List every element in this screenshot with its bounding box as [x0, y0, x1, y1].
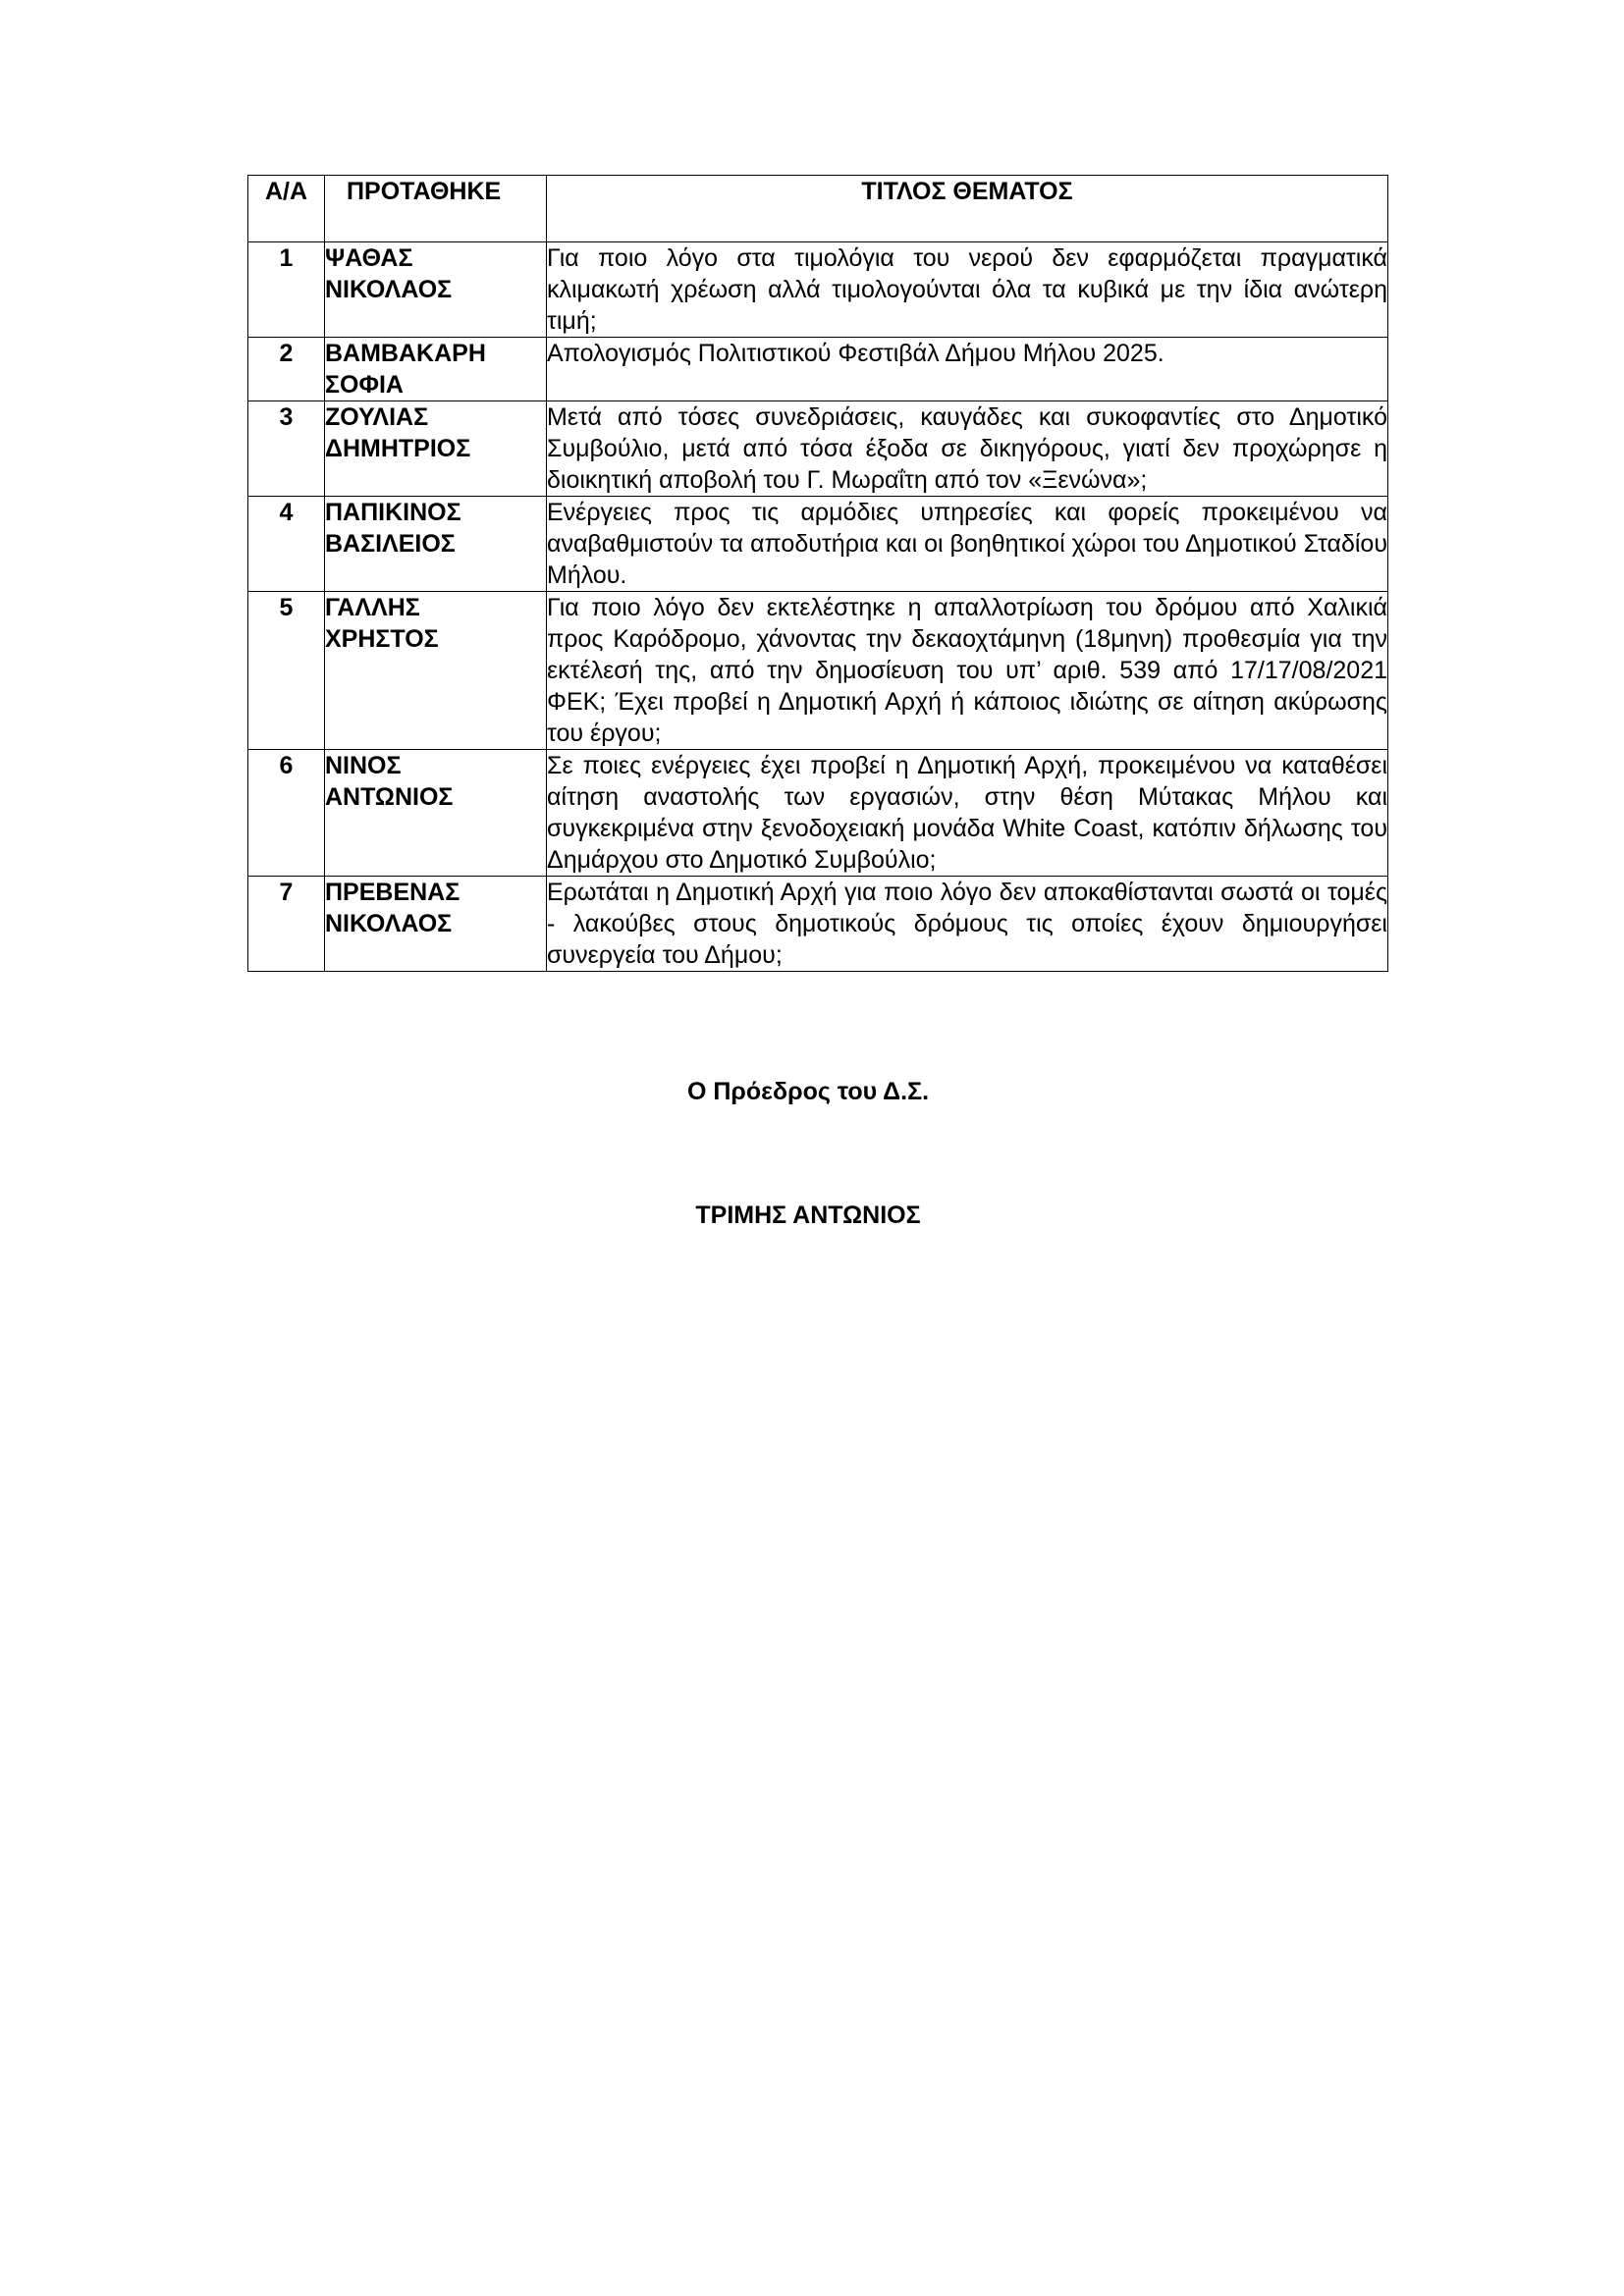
- row-proposer: [325, 338, 547, 401]
- proposer-surname: ΨΑΘΑΣ: [325, 244, 413, 272]
- row-title: Απολογισμός Πολιτιστικού Φεστιβάλ Δήμου Μήλου 2025.: [547, 338, 1388, 401]
- row-number: 2: [248, 338, 325, 401]
- table-row: [248, 338, 1388, 401]
- row-proposer: [325, 592, 547, 750]
- proposer-surname: ΠΑΠΙΚΙΝΟΣ: [325, 499, 461, 526]
- table-row: [248, 497, 1388, 592]
- topics-table: [247, 175, 1388, 972]
- header-aa: Α/Α: [248, 176, 325, 242]
- row-title: Μετά από τόσες συνεδριάσεις, καυγάδες και συκοφαντίες στο Δημοτικό Συμβούλιο, μετά από τόσα έξοδα σε δικηγόρους, γιατί δεν προχώρησε η διοικητική αποβολή του Γ. Μωραΐτη από τον «Ξενώνα»;: [547, 401, 1388, 497]
- row-number: 6: [248, 750, 325, 877]
- header-proposer: ΠΡΟΤΑΘΗΚΕ: [325, 176, 547, 242]
- proposer-firstname: ΝΙΚΟΛΑΟΣ: [325, 276, 453, 303]
- row-number: 1: [248, 242, 325, 338]
- row-proposer: [325, 242, 547, 338]
- proposer-surname: ΓΑΛΛΗΣ: [325, 594, 420, 621]
- proposer-firstname: ΑΝΤΩΝΙΟΣ: [325, 783, 454, 811]
- table-row: [248, 592, 1388, 750]
- row-proposer: [325, 750, 547, 877]
- proposer-surname: ΠΡΕΒΕΝΑΣ: [325, 879, 460, 906]
- header-title: ΤΙΤΛΟΣ ΘΕΜΑΤΟΣ: [547, 176, 1388, 242]
- row-number: 4: [248, 497, 325, 592]
- row-proposer: [325, 497, 547, 592]
- proposer-surname: ΝΙΝΟΣ: [325, 752, 402, 779]
- proposer-firstname: ΔΗΜΗΤΡΙΟΣ: [325, 435, 471, 462]
- row-title: Ενέργειες προς τις αρμόδιες υπηρεσίες και φορείς προκειμένου να αναβαθμιστούν τα αποδυτήρια και οι βοηθητικοί χώροι του Δημοτικού Σταδίου Μήλου.: [547, 497, 1388, 592]
- table-row: [248, 877, 1388, 972]
- row-number: 3: [248, 401, 325, 497]
- row-number: 5: [248, 592, 325, 750]
- row-proposer: [325, 877, 547, 972]
- table-header-row: [248, 176, 1388, 242]
- proposer-surname: ΒΑΜΒΑΚΑΡΗ: [325, 340, 486, 367]
- table-row: [248, 750, 1388, 877]
- row-title: Για ποιο λόγο στα τιμολόγια του νερού δεν εφαρμόζεται πραγματικά κλιμακωτή χρέωση αλλά τιμολογούνται όλα τα κυβικά με την ίδια ανώτερη τιμή;: [547, 242, 1388, 338]
- signature-role: Ο Πρόεδρος του Δ.Σ.: [686, 1078, 930, 1105]
- signature-name: ΤΡΙΜΗΣ ΑΝΤΩΝΙΟΣ: [695, 1201, 921, 1229]
- table-row: [248, 401, 1388, 497]
- row-title: Για ποιο λόγο δεν εκτελέστηκε η απαλλοτρίωση του δρόμου από Χαλικιά προς Καρόδρομο, χάνοντας την δεκαοχτάμηνη (18μηνη) προθεσμία για την εκτέλεσή της, από την δημοσίευση του υπ’ αριθ. 539 από 17/17/08/2021 ΦΕΚ; Έχει προβεί η Δημοτική Αρχή ή κάποιος ιδιώτης σε αίτηση ακύρωσης του έργου;: [547, 592, 1388, 750]
- row-number: 7: [248, 877, 325, 972]
- proposer-surname: ΖΟΥΛΙΑΣ: [325, 403, 429, 431]
- proposer-firstname: ΧΡΗΣΤΟΣ: [325, 625, 439, 653]
- row-proposer: [325, 401, 547, 497]
- proposer-firstname: ΒΑΣΙΛΕΙΟΣ: [325, 530, 456, 558]
- table-row: [248, 242, 1388, 338]
- row-title: Σε ποιες ενέργειες έχει προβεί η Δημοτική Αρχή, προκειμένου να καταθέσει αίτηση αναστολής των εργασιών, στην θέση Μύτακας Μήλου και συγκεκριμένα στην ξενοδοχειακή μονάδα White Coast, κατόπιν δήλωσης του Δημάρχου στο Δημοτικό Συμβούλιο;: [547, 750, 1388, 877]
- row-title: Ερωτάται η Δημοτική Αρχή για ποιο λόγο δεν αποκαθίστανται σωστά οι τομές - λακούβες στους δημοτικούς δρόμους τις οποίες έχουν δημιουργήσει συνεργεία του Δήμου;: [547, 877, 1388, 972]
- proposer-firstname: ΣΟΦΙΑ: [325, 371, 404, 399]
- proposer-firstname: ΝΙΚΟΛΑΟΣ: [325, 910, 453, 937]
